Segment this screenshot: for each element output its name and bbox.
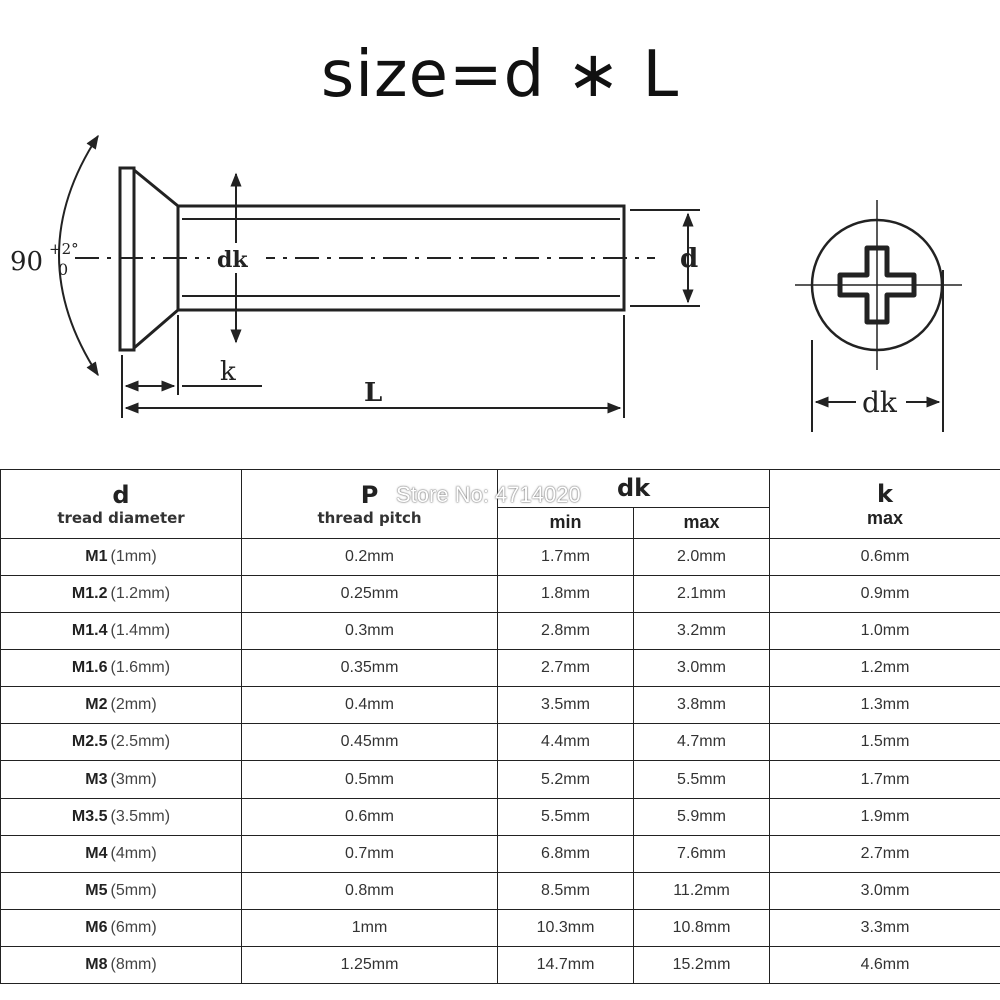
spec-table: [0, 469, 1000, 984]
pitch-cell: 0.45mm: [242, 724, 498, 761]
size-mm: (3.5mm): [110, 807, 171, 825]
size-code: M5: [85, 881, 108, 899]
dk-min-cell: 2.7mm: [498, 650, 634, 687]
dk-max-cell: 4.7mm: [634, 724, 770, 761]
size-cell: [1, 872, 242, 909]
size-mm: (4mm): [110, 844, 157, 862]
size-mm: (6mm): [110, 918, 157, 936]
k-max-cell: 1.7mm: [770, 761, 1000, 798]
dk-max-cell: 5.5mm: [634, 761, 770, 798]
size-cell: [1, 576, 242, 613]
size-mm: (3mm): [110, 770, 157, 788]
size-cell: [1, 798, 242, 835]
table-row: [1, 835, 1000, 872]
header-d: [1, 470, 242, 539]
size-mm: (2.5mm): [110, 733, 171, 751]
size-code: M4: [85, 844, 108, 862]
size-mm: (1.4mm): [110, 622, 171, 640]
pitch-cell: 0.2mm: [242, 539, 498, 576]
dk-max-cell: 3.2mm: [634, 613, 770, 650]
d-label: d: [680, 244, 699, 274]
size-mm: (5mm): [110, 881, 157, 899]
header-k: [770, 470, 1000, 539]
header-dk-max: [634, 507, 770, 539]
k-label: k: [220, 357, 236, 387]
screw-diagram: [0, 120, 1000, 450]
dk-end-label: dk: [862, 386, 897, 419]
header-dk-symbol: dk: [616, 474, 651, 503]
pitch-cell: 1.25mm: [242, 946, 498, 983]
L-label: L: [364, 378, 383, 408]
k-max-cell: 0.6mm: [770, 539, 1000, 576]
k-max-cell: 1.0mm: [770, 613, 1000, 650]
dk-max-cell: 10.8mm: [634, 909, 770, 946]
table-row: [1, 687, 1000, 724]
dk-min-cell: 8.5mm: [498, 872, 634, 909]
table-row: [1, 946, 1000, 983]
size-code: M3.5: [71, 807, 108, 825]
dk-max-cell: 11.2mm: [634, 872, 770, 909]
size-code: M1.2: [71, 585, 108, 603]
size-cell: [1, 724, 242, 761]
size-code: M3: [85, 770, 108, 788]
k-max-cell: 1.2mm: [770, 650, 1000, 687]
size-cell: [1, 946, 242, 983]
size-mm: (1.2mm): [110, 585, 171, 603]
dk-min-cell: 1.8mm: [498, 576, 634, 613]
size-cell: [1, 613, 242, 650]
page-title: size=d ∗ L: [320, 38, 680, 112]
k-max-cell: 1.3mm: [770, 687, 1000, 724]
k-max-cell: 3.0mm: [770, 872, 1000, 909]
size-cell: [1, 835, 242, 872]
pitch-cell: 0.7mm: [242, 835, 498, 872]
size-code: M1.6: [71, 659, 108, 677]
dk-max-cell: 3.8mm: [634, 687, 770, 724]
size-mm: (8mm): [110, 955, 157, 973]
header-p-symbol: P: [360, 481, 379, 510]
size-code: M1: [85, 548, 108, 566]
size-cell: [1, 650, 242, 687]
header-dk-max-label: max: [683, 512, 720, 533]
dk-max-cell: 2.1mm: [634, 576, 770, 613]
table-row: [1, 539, 1000, 576]
size-code: M2.5: [71, 733, 108, 751]
pitch-cell: 0.5mm: [242, 761, 498, 798]
dk-min-cell: 5.2mm: [498, 761, 634, 798]
angle-label: 90: [10, 247, 44, 277]
table-row: [1, 761, 1000, 798]
k-max-cell: 4.6mm: [770, 946, 1000, 983]
dk-side-label: dk: [217, 247, 248, 273]
table-row: [1, 613, 1000, 650]
table-row: [1, 909, 1000, 946]
pitch-cell: 1mm: [242, 909, 498, 946]
table-row: [1, 576, 1000, 613]
dk-min-cell: 5.5mm: [498, 798, 634, 835]
header-p-sub: thread pitch: [317, 509, 422, 528]
k-max-cell: 1.9mm: [770, 798, 1000, 835]
dk-min-cell: 14.7mm: [498, 946, 634, 983]
dk-min-cell: 4.4mm: [498, 724, 634, 761]
dk-max-cell: 15.2mm: [634, 946, 770, 983]
pitch-cell: 0.8mm: [242, 872, 498, 909]
size-mm: (1mm): [110, 548, 157, 566]
k-max-cell: 2.7mm: [770, 835, 1000, 872]
table-row: [1, 798, 1000, 835]
header-d-sub: tread diameter: [57, 509, 185, 528]
size-mm: (1.6mm): [110, 659, 171, 677]
pitch-cell: 0.35mm: [242, 650, 498, 687]
angle-tolerance-minus: 0: [58, 260, 69, 279]
pitch-cell: 0.6mm: [242, 798, 498, 835]
dk-max-cell: 3.0mm: [634, 650, 770, 687]
dk-min-cell: 10.3mm: [498, 909, 634, 946]
table-row: [1, 872, 1000, 909]
dk-min-cell: 1.7mm: [498, 539, 634, 576]
table-row: [1, 650, 1000, 687]
dk-min-cell: 2.8mm: [498, 613, 634, 650]
store-watermark: Store No: 4714020: [396, 482, 581, 507]
table-row: [1, 724, 1000, 761]
dk-min-cell: 6.8mm: [498, 835, 634, 872]
header-dk-min-label: min: [549, 512, 582, 533]
header-dk-min: [498, 507, 634, 539]
size-code: M1.4: [71, 622, 108, 640]
size-cell: [1, 687, 242, 724]
header-k-sub: max: [867, 507, 904, 528]
pitch-cell: 0.3mm: [242, 613, 498, 650]
size-code: M6: [85, 918, 108, 936]
size-cell: [1, 909, 242, 946]
size-code: M2: [85, 696, 108, 714]
header-k-symbol: k: [877, 479, 893, 508]
dk-max-cell: 7.6mm: [634, 835, 770, 872]
pitch-cell: 0.4mm: [242, 687, 498, 724]
k-max-cell: 1.5mm: [770, 724, 1000, 761]
dk-max-cell: 5.9mm: [634, 798, 770, 835]
pitch-cell: 0.25mm: [242, 576, 498, 613]
dk-min-cell: 3.5mm: [498, 687, 634, 724]
header-d-symbol: d: [112, 481, 130, 510]
k-max-cell: 0.9mm: [770, 576, 1000, 613]
k-max-cell: 3.3mm: [770, 909, 1000, 946]
size-cell: [1, 539, 242, 576]
size-mm: (2mm): [110, 696, 157, 714]
size-code: M8: [85, 955, 108, 973]
dk-max-cell: 2.0mm: [634, 539, 770, 576]
size-cell: [1, 761, 242, 798]
angle-tolerance-plus: +2°: [49, 240, 79, 258]
